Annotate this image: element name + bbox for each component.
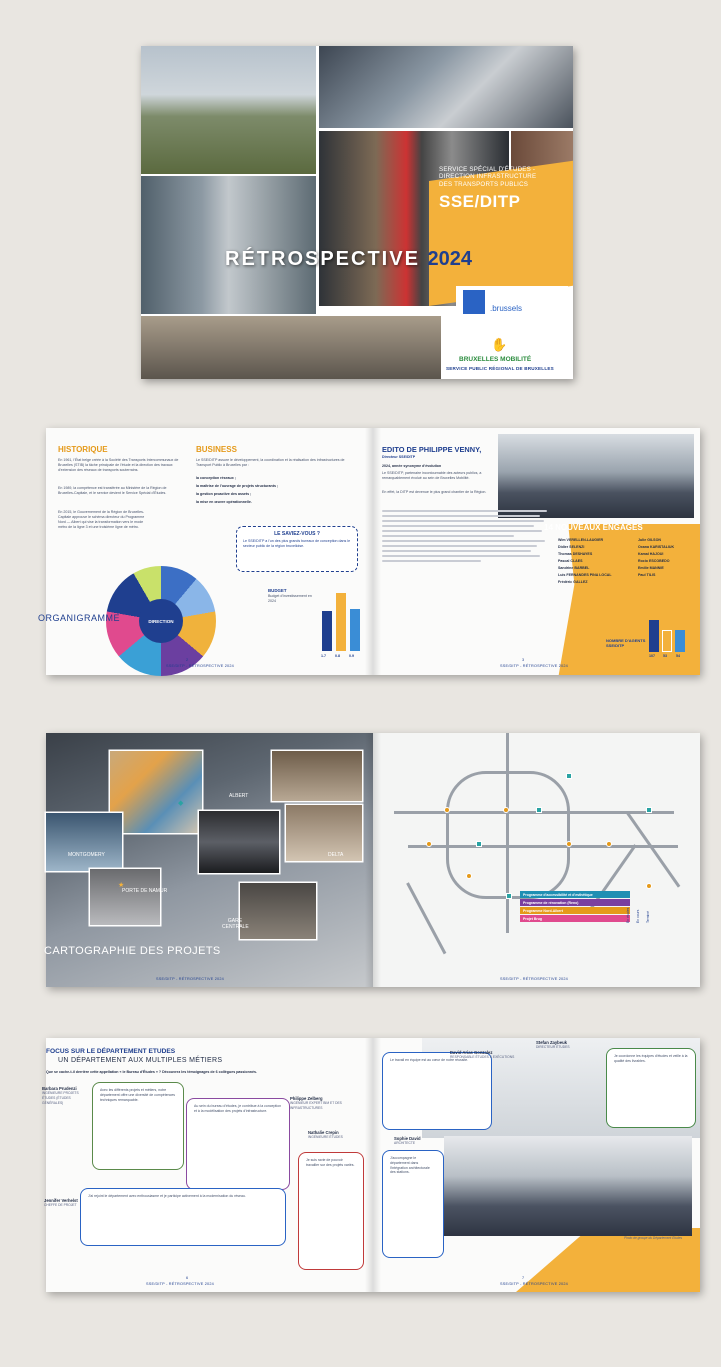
quote-stefan	[606, 1048, 696, 1128]
person-david	[450, 1050, 540, 1060]
new-hire: Didier SELENZI	[558, 545, 585, 549]
quote-text: Avec les différents projets et métiers, notre département offre une diversité de compétences techniques remarquable.	[100, 1088, 176, 1102]
footer-right: SSE/DITP - RÉTROSPECTIVE 2024	[500, 664, 568, 668]
metro-station	[476, 841, 482, 847]
legend-columns	[626, 901, 696, 923]
person-jennifer	[44, 1198, 80, 1208]
mobility-name: BRUXELLES MOBILITÉ	[459, 356, 532, 363]
footer-left: SSE/DITP - RÉTROSPECTIVE 2024	[146, 1282, 214, 1286]
footer-right: SSE/DITP - RÉTROSPECTIVE 2024	[500, 977, 568, 981]
business-item: la conception réseaux ;	[196, 476, 236, 480]
new-hire: Emilie MANNIE	[638, 566, 664, 570]
label-gare-centrale: GARE CENTRALE	[222, 918, 249, 930]
person-role: INGÉNIEUR EXPERT BIM ET DES INFRASTRUCTURES	[290, 1101, 342, 1110]
person-name: David Arias Gonzalez	[450, 1050, 493, 1055]
cover-page	[141, 46, 573, 379]
cover-title-word: RÉTROSPECTIVE	[225, 248, 420, 270]
metro-line-east-west	[394, 811, 674, 814]
star-icon: ★	[118, 882, 125, 889]
historique-p3: En 2015, le Gouvernement de la Région de Bruxelles-Capitale approuve le schéma directeur du Programme Nord — Albert qui vise la transformation vers le mode métro de la ligne 3 et une troisième ligne de métro.	[58, 510, 145, 529]
saviez-vous-title: LE SAVIEZ-VOUS ?	[274, 531, 320, 537]
agents-bar-men	[675, 630, 685, 652]
agents-value-total: 107	[649, 654, 655, 658]
quote-barbara	[92, 1082, 184, 1170]
historique-p1: En 1961, l'État belge créée à la Société des Transports Intercommunaux de Bruxelles (STIB) la tâche principale de l'étude et la direction des travaux d'extension des réseaux de transports souterrains.	[58, 458, 179, 472]
cover-photo-construction-works	[141, 316, 441, 379]
tile-mural-painting	[110, 751, 202, 833]
business-item: la gestion proactive des assets ;	[196, 492, 252, 496]
budget-value-extr: 0.9	[349, 654, 354, 658]
person-name: Stefan Zaybeuk	[536, 1040, 567, 1045]
person-barbara	[42, 1086, 88, 1106]
person-role: INGÉNIEURE PROJETS ÉTUDES (ÉTUDES GÉNÉRALES)	[42, 1091, 79, 1105]
page-number-right: 7	[522, 1276, 525, 1280]
new-hires-col2	[638, 538, 696, 578]
legend-item: Programme Nord-Albert	[520, 907, 630, 914]
person-name: Barbara Prudenzi	[42, 1086, 77, 1091]
legend-col: En cours	[636, 909, 640, 923]
team-group-photo	[444, 1136, 692, 1236]
cover-subtitle-1: SERVICE SPÉCIAL D'ÉTUDES -	[439, 166, 536, 173]
legend-col: En études	[626, 907, 630, 923]
person-name: Nathalie Crepin	[308, 1130, 339, 1135]
cover-subtitle-2: DIRECTION INFRASTRUCTURE	[439, 173, 537, 181]
quote-text: J'ai rejoint le département avec enthousiasme et je participe activement à la modernisation du réseau.	[88, 1194, 246, 1198]
business-title: BUSINESS	[196, 445, 237, 454]
person-philippe	[290, 1096, 360, 1111]
quote-david	[382, 1052, 492, 1130]
wheel-center: DIRECTION	[139, 599, 183, 643]
metro-station	[606, 841, 612, 847]
label-albert: ALBERT	[229, 793, 249, 799]
metro-station	[566, 773, 572, 779]
agents-bar-total	[649, 620, 659, 652]
new-hire: Sandrine BARBEL	[558, 566, 590, 570]
agents-title: NOMBRE D'AGENTS SSE/DITP	[606, 638, 646, 648]
new-hire: Paul TILIS	[638, 573, 656, 577]
person-name: Philippe Zelberg	[290, 1096, 323, 1101]
spread-focus-etudes	[42, 1038, 700, 1292]
historique-title: HISTORIQUE	[58, 445, 108, 454]
brussels-iris-icon	[463, 290, 485, 314]
budget-sub: Budget d'investissement en 2024	[268, 594, 312, 603]
metro-station	[506, 893, 512, 899]
metro-station	[503, 807, 509, 813]
edito-role: Directeur SSE/DITP	[382, 455, 416, 459]
cover-subtitle-block	[439, 166, 573, 212]
edito-p3: En effet, la DITP est devenue le plus grand chantier de la Région.	[382, 490, 487, 494]
label-porte-namur: PORTE DE NAMUR	[122, 888, 168, 894]
new-hire: Julie GILSON	[638, 538, 661, 542]
diamond-icon: ◆	[178, 800, 184, 807]
person-nathalie	[308, 1130, 362, 1140]
cover-title	[225, 248, 472, 271]
page-number-left: 2	[186, 658, 189, 662]
photo-caption: Photo de groupe du Département Études	[624, 1236, 683, 1240]
cover-acronym: SSE/DITP	[439, 192, 521, 212]
budget-bar-total	[322, 611, 332, 651]
brussels-logo-text: .brussels	[490, 304, 523, 313]
quote-text: J'accompagne le département dans l'intégration architecturale des stations.	[390, 1156, 430, 1175]
team-photo	[498, 434, 694, 518]
budget-value-total: 1.7	[321, 654, 326, 658]
person-role: RESPONSABLE ÉTUDES & EXÉCUTIONS	[450, 1055, 515, 1059]
budget-bar-extr	[350, 609, 360, 651]
new-hire: Frédéric GALLEZ	[558, 580, 588, 584]
tile-porte-namur	[90, 869, 160, 925]
quote-text: Le travail en équipe est au cœur de notre réussite.	[390, 1058, 469, 1062]
tile-gare-centrale	[240, 883, 316, 939]
person-stefan	[536, 1040, 606, 1050]
person-sophie	[394, 1136, 444, 1146]
metro-station	[426, 841, 432, 847]
new-hire: Luis FERNANDES PINA LOCAL	[558, 573, 612, 577]
business-item: la maîtrise de l'ouvrage de projets structurants ;	[196, 484, 279, 488]
edito-p2: Le SSE/DITP, partenaire incontournable des acteurs publics, a remarquablement évolué au sein de Bruxelles Mobilité.	[382, 471, 482, 480]
legend-item: Programme d'accessibilité et d'esthétique	[520, 891, 630, 898]
quote-nathalie	[298, 1152, 364, 1270]
legend-item: Programme de rénovation (Reno)	[520, 899, 630, 906]
person-role: INGÉNIEURE ÉTUDES	[308, 1135, 343, 1139]
cover-photo-elevator	[141, 176, 316, 314]
agents-value-men: 54	[676, 654, 680, 658]
spread-historique-edito	[38, 428, 700, 675]
new-hire: Pascal CLAES	[558, 559, 583, 563]
cover-title-year: 2024	[427, 248, 472, 270]
metro-line-north-south	[506, 733, 509, 933]
footer-left: SSE/DITP - RÉTROSPECTIVE 2024	[166, 664, 234, 668]
quote-text: Au sein du bureau d'études, je contribue à la conception et à la modélisation des projets d'infrastructure.	[194, 1104, 282, 1113]
spine	[365, 428, 381, 675]
agents-bar-women	[662, 630, 672, 652]
new-hire: Oxana KARISTALIUK	[638, 545, 675, 549]
person-name: Sophie David	[394, 1136, 421, 1141]
quote-text: Je suis ravie de pouvoir travailler sur des projets variés.	[306, 1158, 355, 1167]
metro-station	[566, 841, 572, 847]
quote-sophie	[382, 1150, 444, 1258]
metro-station	[536, 807, 542, 813]
tile-delta	[286, 805, 362, 861]
edito-p1: 2024, année synonyme d'évolution	[382, 464, 442, 468]
person-name: Jennifer Verhelst	[44, 1198, 78, 1203]
person-role: ARCHITECTE	[394, 1141, 416, 1145]
business-intro: Le SSE/DITP assure le développement, la coordination et la réalisation des infrastructures de Transport Public à Bruxelles par :	[196, 458, 345, 467]
budget-label: BUDGET	[268, 588, 287, 593]
nouveaux-title: 14 NOUVEAUX ENGAGÉS	[544, 523, 643, 532]
label-delta: DELTA	[328, 852, 344, 858]
historique-p2: En 1989, la compétence est transférée au Ministère de la Région de Bruxelles-Capitale, et le service devient le Service Spécial d'Études.	[58, 486, 167, 495]
cover-subtitle-3: DES TRANSPORTS PUBLICS	[439, 180, 529, 188]
budget-value-esp: 0.8	[335, 654, 340, 658]
organigramme-title: ORGANIGRAMME	[38, 613, 121, 623]
focus-subtitle: UN DÉPARTEMENT AUX MULTIPLES MÉTIERS	[58, 1057, 223, 1064]
tile-montgomery	[46, 813, 122, 871]
focus-intro: Que se cache-t-il derrière cette appellation « le Bureau d'Études » ? Découvrez les témoignages de 6 collègues passionnés.	[46, 1070, 257, 1074]
spine	[365, 733, 381, 987]
cartographie-title: CARTOGRAPHIE DES PROJETS	[44, 945, 221, 957]
footer-right: SSE/DITP - RÉTROSPECTIVE 2024	[500, 1282, 568, 1286]
spine	[365, 1038, 381, 1292]
person-role: CHEFFE DE PROJET	[44, 1203, 77, 1207]
new-hire: Thomas DESHAYES	[558, 552, 593, 556]
tile-tunnel	[199, 811, 279, 873]
quote-jennifer	[80, 1188, 286, 1246]
person-role: DIRECTEUR ÉTUDES	[536, 1045, 570, 1049]
legend-col: Terminé	[646, 910, 650, 923]
edito-body-lines	[382, 510, 547, 565]
quote-text: Je coordonne les équipes d'études et veille à la qualité des livrables.	[614, 1054, 688, 1063]
new-hire: Kamal HAJOUI	[638, 552, 664, 556]
mobility-subtitle: SERVICE PUBLIC RÉGIONAL DE BRUXELLES	[446, 366, 554, 371]
metro-line-east-west-2	[408, 845, 678, 848]
business-list	[196, 476, 356, 505]
metro-station	[646, 883, 652, 889]
metro-station	[444, 807, 450, 813]
footer-left: SSE/DITP - RÉTROSPECTIVE 2024	[156, 977, 224, 981]
label-montgomery: MONTGOMERY	[68, 852, 105, 858]
new-hire: Rocio ESCOBEDO	[638, 559, 670, 563]
new-hire: Wim VERELLEN-LAUGIER	[558, 538, 604, 542]
mobility-hand-icon: ✋	[491, 337, 508, 352]
metro-station	[646, 807, 652, 813]
saviez-vous-bubble	[236, 526, 358, 572]
tile-albert	[272, 751, 362, 801]
budget-bar-esp	[336, 593, 346, 651]
edito-title: EDITO DE PHILIPPE VENNY,	[382, 445, 482, 454]
quote-philippe	[186, 1098, 290, 1190]
agents-value-women: 53	[663, 654, 667, 658]
page-number-left: 6	[186, 1276, 189, 1280]
legend-item: Projet Brug	[520, 915, 630, 922]
business-item: la mise en œuvre opérationnelle.	[196, 500, 252, 504]
focus-title: FOCUS SUR LE DÉPARTEMENT ETUDES	[46, 1048, 176, 1055]
page-number-right: 3	[522, 658, 525, 662]
metro-station	[466, 873, 472, 879]
saviez-vous-text: Le SSE/DITP a l'un des plus grands bureaux de conception dans le secteur public de la région bruxelloise.	[243, 539, 351, 548]
cover-photo-station-hall	[319, 46, 573, 128]
cover-photo-tramway-field	[141, 46, 316, 174]
spread-cartographie	[46, 733, 700, 987]
new-hires-col1	[558, 538, 616, 585]
